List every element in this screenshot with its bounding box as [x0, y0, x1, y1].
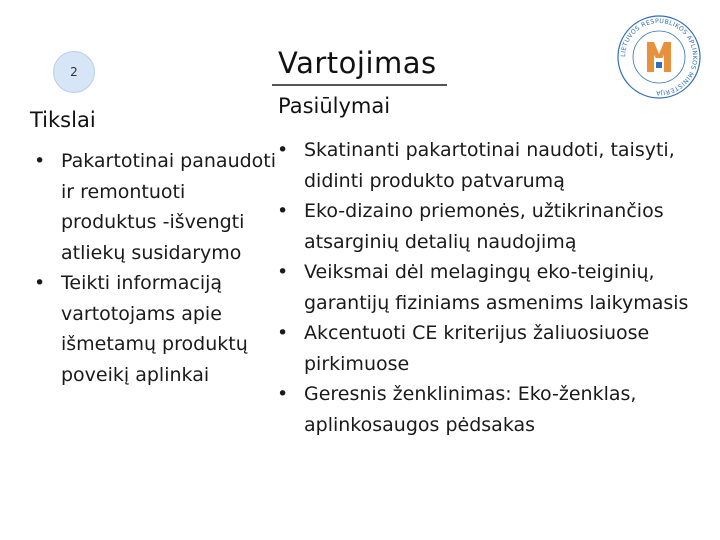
- proposals-heading: Pasiūlymai: [278, 94, 391, 118]
- slide-title: Vartojimas: [278, 46, 437, 80]
- slide-number: 2: [70, 65, 78, 79]
- list-item: • Pakartotinai panaudoti ir remontuoti produktus -išvengti atliekų susidarymo: [30, 146, 280, 268]
- list-item: • Veiksmai dėl melagingų eko-teiginių, garantijų fiziniams asmenims laikymasis: [273, 257, 713, 318]
- list-item: • Geresnis ženklinimas: Eko-ženklas, aplinkosaugos pėdsakas: [273, 379, 713, 440]
- ministry-logo: [616, 14, 702, 100]
- proposals-list: [273, 135, 713, 440]
- list-item: • Skatinanti pakartotinai naudoti, taisyti, didinti produkto patvarumą: [273, 135, 713, 196]
- title-underline: [272, 84, 447, 86]
- goals-heading: Tikslai: [30, 108, 96, 132]
- slide-number-badge: [53, 51, 95, 93]
- list-item: • Akcentuoti CE kriterijus žaliuosiuose pirkimuose: [273, 318, 713, 379]
- list-item: • Eko-dizaino priemonės, užtikrinančios atsarginių detalių naudojimą: [273, 196, 713, 257]
- logo-ring-text: LIETUVOS RESPUBLIKOS APLINKOS MINISTERIJA: [619, 17, 699, 97]
- goals-list: [30, 146, 280, 390]
- list-item: • Teikti informaciją vartotojams apie išmetamų produktų poveikį aplinkai: [30, 268, 280, 390]
